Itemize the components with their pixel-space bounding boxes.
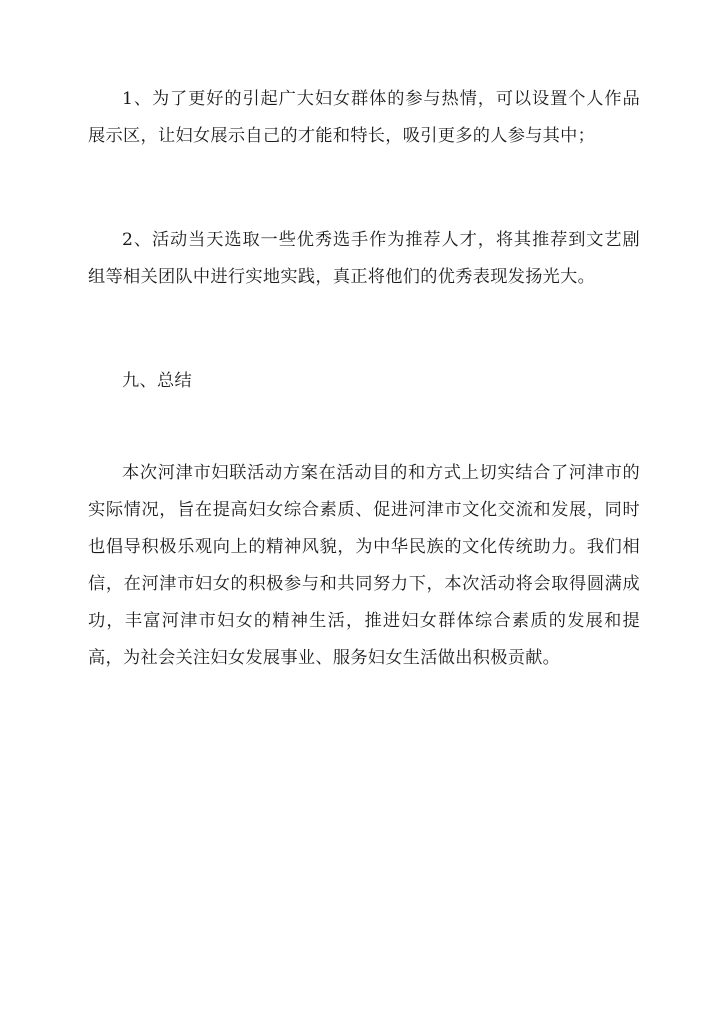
list-item-1: 1、为了更好的引起广大妇女群体的参与热情，可以设置个人作品展示区，让妇女展示自己的才能和特长，吸引更多的人参与其中； [88,89,640,146]
list-item-2: 2、活动当天选取一些优秀选手作为推荐人才，将其推荐到文艺剧组等相关团队中进行实地实践，真正将他们的优秀表现发扬光大。 [88,230,640,287]
section-heading: 九、总结 [122,371,192,391]
summary-paragraph: 本次河津市妇联活动方案在活动目的和方式上切实结合了河津市的实际情况，旨在提高妇女综合素质、促进河津市文化交流和发展，同时也倡导积极乐观向上的精神风貌，为中华民族的文化传统助力。我们相信，在河津市妇女的积极参与和共同努力下，本次活动将会取得圆满成功，丰富河津市妇女的精神生活，推进妇女群体综合素质的发展和提高，为社会关注妇女发展事业、服务妇女生活做出积极贡献。 [88,463,640,668]
